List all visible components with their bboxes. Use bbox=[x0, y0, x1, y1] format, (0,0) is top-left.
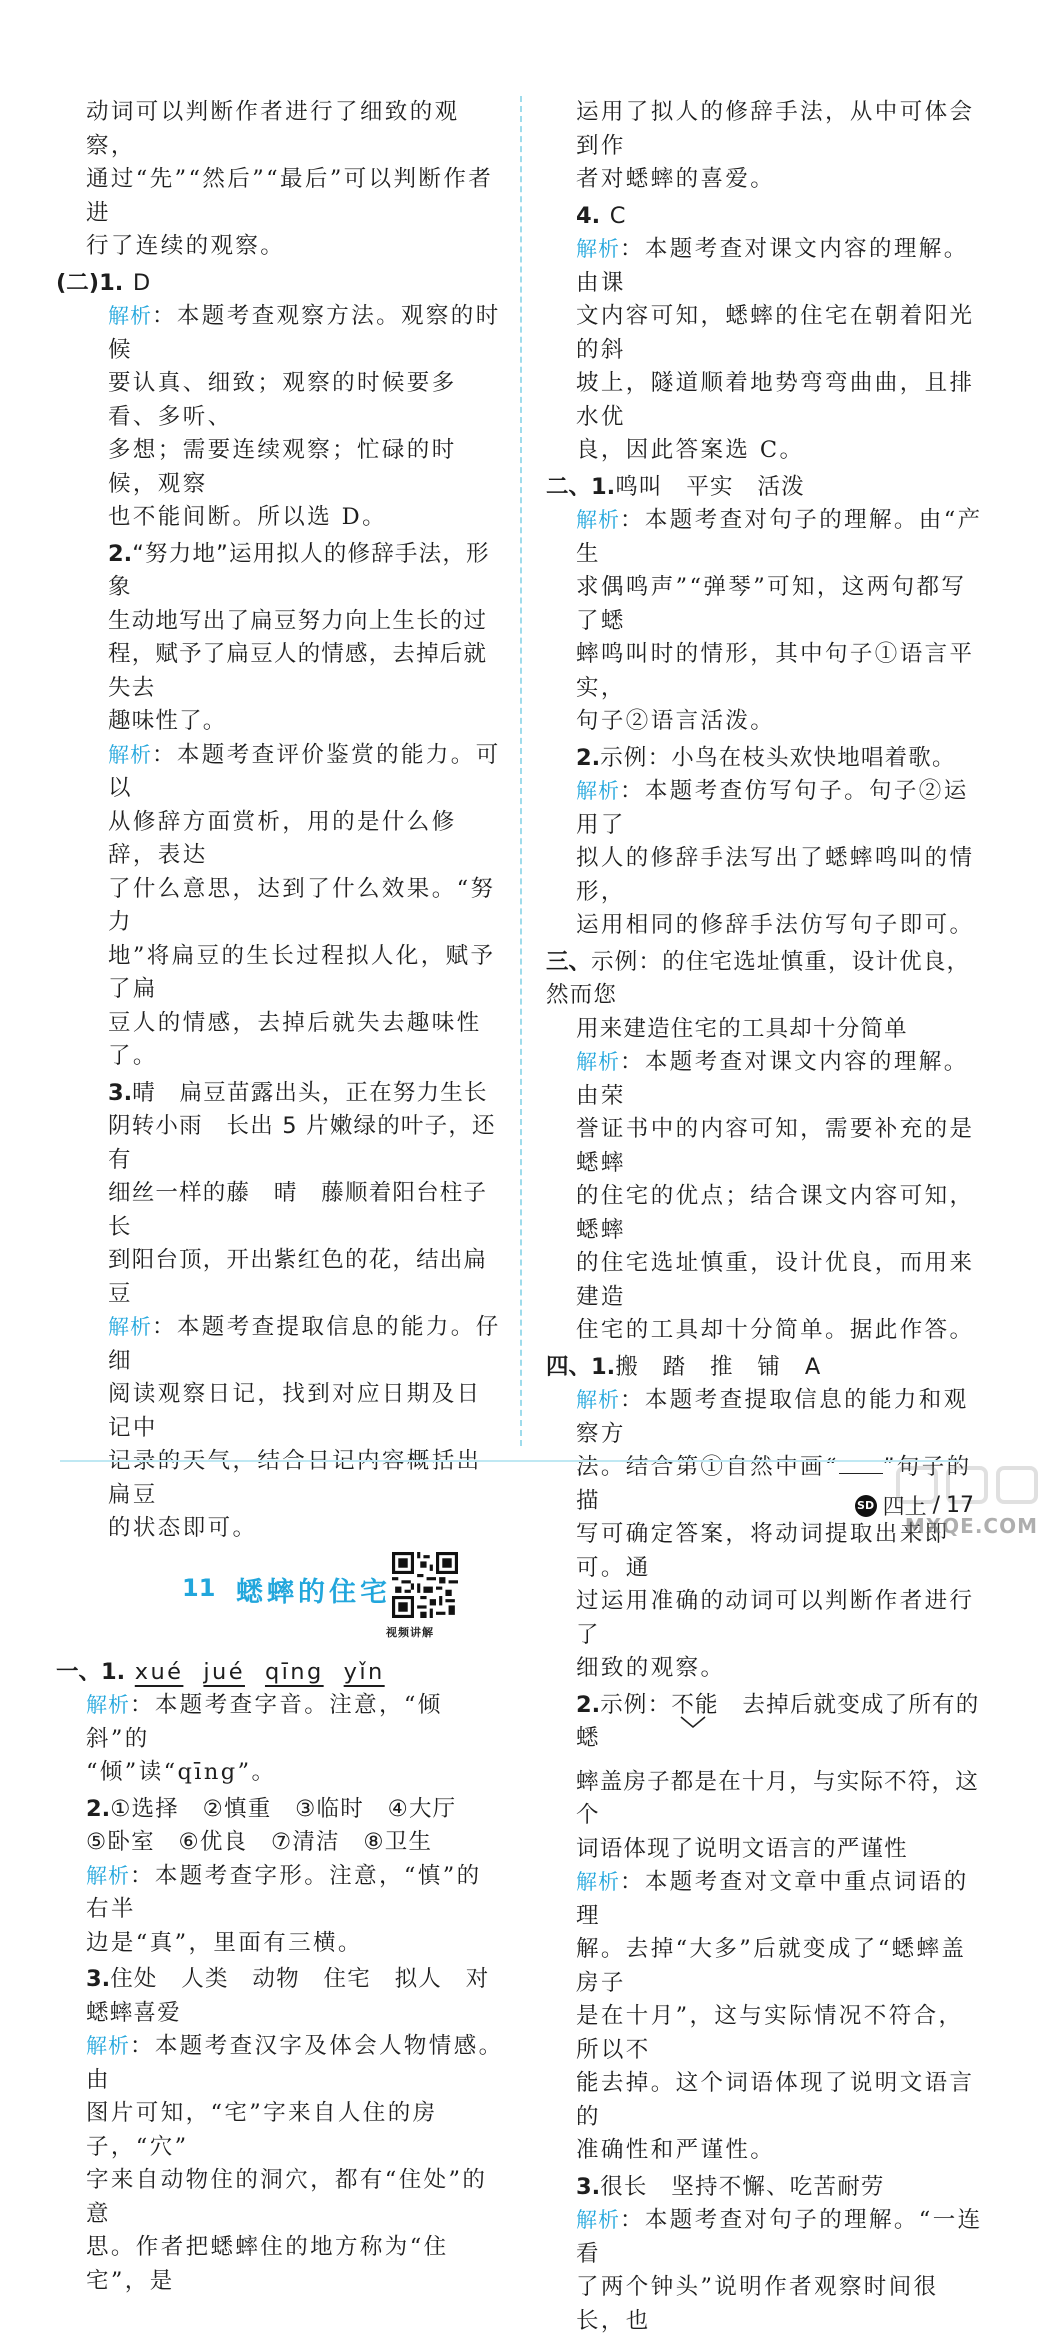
explanation-line: 解析：本题考查汉字及体会人物情感。由 bbox=[86, 2033, 504, 2093]
analysis-label: 解析 bbox=[576, 237, 620, 261]
explanation-line: 解析：本题考查评价鉴赏的能力。可以 bbox=[108, 741, 501, 801]
explanation-line: 求偶鸣声”“弹琴”可知，这两句都写了蟋 bbox=[576, 574, 967, 634]
explanation-line: 住宅的工具却十分简单。据此作答。 bbox=[576, 1317, 975, 1343]
answer-line: 趣味性了。 bbox=[108, 708, 227, 734]
answer: 搬 踏 推 铺 A bbox=[615, 1353, 822, 1380]
section-head: (二) bbox=[56, 269, 100, 296]
question-2-2 bbox=[576, 742, 986, 776]
section-head: 二、 bbox=[546, 473, 592, 500]
question-number: 2. bbox=[108, 540, 133, 567]
insertion-mark: 不能 bbox=[671, 1689, 718, 1723]
publisher-badge-icon: SD bbox=[855, 1495, 877, 1517]
question-1-4 bbox=[576, 200, 986, 234]
analysis-label: 解析 bbox=[108, 742, 152, 767]
explanation-line: 法。结合第①自然中画“ ”句子的描 bbox=[576, 1454, 972, 1514]
question-1-2: 2.①选择 ②慎重 ③临时 ④大厅 bbox=[86, 1795, 457, 1822]
explanation-line: 也不能间断。所以选 D。 bbox=[108, 504, 387, 530]
analysis-label: 解析 bbox=[108, 304, 152, 328]
answer-line: 词语体现了说明文语言的严谨性 bbox=[576, 1835, 908, 1862]
page-separator: / bbox=[932, 1493, 940, 1518]
explanation-line: 解析：本题考查对句子的理解。“一连看 bbox=[576, 2207, 983, 2267]
lesson-number: 11 bbox=[182, 1573, 216, 1602]
analysis-label: 解析 bbox=[576, 2208, 620, 2232]
explanation-line: 解析：本题考查字形。注意，“慎”的右半 bbox=[86, 1862, 482, 1922]
pinyin-answer: xué bbox=[134, 1658, 184, 1685]
answer-line: 到阳台顶，开出紫红色的花，结出扁豆 bbox=[108, 1247, 488, 1307]
explanation-line: 解析：本题考查字音。注意，“倾斜”的 bbox=[86, 1692, 443, 1752]
explanation-line: 解析：本题考查仿写句子。句子②运用了 bbox=[576, 778, 969, 838]
explanation-line: 是在十月”，这与实际情况不符合，所以不 bbox=[576, 2003, 964, 2063]
analysis-label: 解析 bbox=[86, 2034, 130, 2058]
analysis-label: 解析 bbox=[576, 1870, 620, 1894]
question-number: 3. bbox=[86, 1966, 111, 1992]
qr-code-icon[interactable] bbox=[392, 1552, 458, 1618]
question-number: 2. bbox=[576, 744, 601, 771]
analysis-label: 解析 bbox=[86, 1693, 130, 1717]
answer-line: 细丝一样的藤 晴 藤顺着阳台柱子长 bbox=[108, 1180, 488, 1240]
question-number: 3. bbox=[108, 1079, 133, 1106]
analysis-label: 解析 bbox=[576, 779, 620, 803]
explanation-line: 誉证书中的内容可知，需要补充的是蟋蟀 bbox=[576, 1116, 975, 1176]
answer: 鸣叫 平实 活泼 bbox=[615, 473, 805, 500]
analysis-label: 解析 bbox=[576, 1388, 620, 1412]
explanation-line: 蟀鸣叫时的情形，其中句子①语言平实， bbox=[576, 641, 975, 701]
pinyin-answer: yǐn bbox=[343, 1658, 385, 1685]
question-4-3 bbox=[576, 2171, 986, 2205]
explanation-line: 拟人的修辞手法写出了蟋蟀鸣叫的情形， bbox=[576, 845, 975, 905]
right-column bbox=[546, 96, 986, 2338]
explanation-line: 过运用准确的动词可以判断作者进行了 bbox=[576, 1588, 975, 1648]
explanation-line: 写可确定答案，将动词提取出来即可。通 bbox=[576, 1521, 950, 1581]
question-number: 3. bbox=[576, 2173, 601, 2200]
analysis-label: 解析 bbox=[108, 1315, 152, 1339]
explanation-line: 了什么意思，达到了什么效果。“努力 bbox=[108, 875, 496, 935]
question-number: 4. bbox=[576, 202, 601, 229]
answer-line: 程，赋予了扁豆人的情感，去掉后就失去 bbox=[108, 641, 488, 701]
explanation-line: 坡上，隧道顺着地势弯弯曲曲，且排水优 bbox=[576, 370, 975, 430]
text-line: 动词可以判断作者进行了细致的观察， bbox=[86, 99, 460, 159]
explanation-line: 字来自动物住的洞穴，都有“住处”的意 bbox=[86, 2167, 488, 2227]
question-number: 2. bbox=[576, 1691, 601, 1718]
answer: 很长 坚持不懈、吃苦耐劳 bbox=[600, 2173, 885, 2200]
explanation-line: 解析：本题考查观察方法。观察的时候 bbox=[108, 303, 501, 363]
analysis-label: 解析 bbox=[576, 508, 620, 532]
question-4-2: 2.示例：不能 去掉后就变成了所有的蟋 bbox=[576, 1689, 986, 1756]
answer: C bbox=[609, 202, 627, 229]
column-divider bbox=[520, 96, 522, 1446]
question-2-2: 2.“努力地”运用拟人的修辞手法，形象 bbox=[108, 540, 490, 600]
left-column bbox=[56, 96, 506, 2298]
question-2-1 bbox=[546, 471, 986, 505]
text-line: 行了连续的观察。 bbox=[86, 233, 286, 259]
explanation-line: 准确性和严谨性。 bbox=[576, 2137, 776, 2163]
answer-line: 用来建造住宅的工具却十分简单 bbox=[576, 1015, 908, 1042]
explanation-line: 文内容可知，蟋蟀的住宅在朝着阳光的斜 bbox=[576, 303, 975, 363]
explanation-line: 的住宅的优点；结合课文内容可知，蟋蟀 bbox=[576, 1183, 975, 1243]
answer: 示例：小鸟在枝头欢快地唱着歌。 bbox=[600, 744, 956, 771]
explanation-line: 的住宅选址慎重，设计优良，而用来建造 bbox=[576, 1250, 975, 1310]
explanation-line: 良，因此答案选 C。 bbox=[576, 437, 805, 463]
caret-icon bbox=[679, 1715, 707, 1729]
text-line: 运用了拟人的修辞手法，从中可体会到作 bbox=[576, 99, 975, 159]
explanation-line: 记录的天气，结合日记内容概括出扁豆 bbox=[108, 1448, 482, 1508]
page-footer bbox=[855, 1490, 974, 1521]
explanation-line: 解析：本题考查提取信息的能力和观察方 bbox=[576, 1387, 969, 1447]
explanation-line: 多想；需要连续观察；忙碌的时候，观察 bbox=[108, 437, 457, 497]
page-number: 17 bbox=[946, 1493, 974, 1518]
explanation-line: 能去掉。这个词语体现了说明文语言的 bbox=[576, 2070, 975, 2130]
question-1-3: 3.住处 人类 动物 住宅 拟人 对 bbox=[86, 1966, 490, 1992]
footer-rule bbox=[60, 1460, 960, 1462]
text-line: 通过“先”“然后”“最后”可以判断作者进 bbox=[86, 166, 494, 226]
explanation-line: 解析：本题考查对课文内容的理解。由课 bbox=[576, 236, 969, 296]
answer-line: 蟋蟀喜爱 bbox=[86, 1999, 181, 2026]
explanation-line: 解析：本题考查对文章中重点词语的理 bbox=[576, 1869, 969, 1929]
question-2-1 bbox=[56, 267, 506, 301]
question-number: 1. bbox=[591, 1353, 616, 1380]
section-head: 一、 bbox=[56, 1658, 102, 1685]
question-4-1 bbox=[546, 1351, 986, 1385]
section-head: 四、 bbox=[546, 1353, 592, 1380]
lesson-title: 蟋蟀的住宅 bbox=[236, 1576, 391, 1608]
explanation-line: 边是“真”，里面有三横。 bbox=[86, 1929, 363, 1956]
explanation-line: 解。去掉“大多”后就变成了“蟋蟀盖房子 bbox=[576, 1936, 967, 1996]
explanation-line: 地”将扁豆的生长过程拟人化，赋予了扁 bbox=[108, 942, 496, 1002]
question-1-1 bbox=[56, 1656, 506, 1690]
analysis-label: 解析 bbox=[86, 1863, 130, 1888]
qr-caption: 视频讲解 bbox=[386, 1625, 434, 1639]
pinyin-answer: jué bbox=[203, 1658, 245, 1685]
explanation-line: 解析：本题考查提取信息的能力。仔细 bbox=[108, 1314, 501, 1374]
question-number: 1. bbox=[99, 269, 124, 296]
explanation-line: 解析：本题考查对课文内容的理解。由荣 bbox=[576, 1049, 969, 1109]
explanation-line: 解析：本题考查对句子的理解。由“产生 bbox=[576, 507, 983, 567]
pinyin-answer: qīng bbox=[264, 1658, 324, 1685]
explanation-line: 思。作者把蟋蟀住的地方称为“住宅”，是 bbox=[86, 2234, 449, 2294]
analysis-label: 解析 bbox=[576, 1050, 620, 1074]
explanation-line: 了两个钟头”说明作者观察时间很长，也 bbox=[576, 2274, 939, 2334]
grade-label: 四上 bbox=[882, 1495, 927, 1520]
explanation-line: 豆人的情感，去掉后就失去趣味性了。 bbox=[108, 1009, 482, 1069]
section-head: 三、 bbox=[546, 948, 592, 975]
explanation-line: 运用相同的修辞手法仿写句子即可。 bbox=[576, 912, 975, 938]
explanation-line: 句子②语言活泼。 bbox=[576, 708, 776, 734]
question-number: 1. bbox=[591, 473, 616, 500]
lesson-title-block bbox=[86, 1552, 506, 1656]
answer-line: ⑤卧室 ⑥优良 ⑦清洁 ⑧卫生 bbox=[86, 1829, 433, 1855]
watermark-text: MXQE.COM bbox=[904, 1514, 1038, 1538]
question-number: 2. bbox=[86, 1795, 111, 1822]
explanation-line: 的状态即可。 bbox=[108, 1515, 258, 1541]
answer: D bbox=[132, 269, 152, 296]
explanation-line: 要认真、细致；观察的时候要多看、多听、 bbox=[108, 370, 457, 430]
question-2-3: 3.晴 扁豆苗露出头，正在努力生长 bbox=[108, 1079, 488, 1106]
explanation-line: “倾”读“qīng”。 bbox=[86, 1759, 277, 1785]
underline-blank bbox=[839, 1455, 883, 1474]
answer-line: 阴转小雨 长出 5 片嫩绿的叶子，还有 bbox=[108, 1113, 496, 1173]
explanation-line: 阅读观察日记，找到对应日期及日记中 bbox=[108, 1381, 482, 1441]
question-number: 1. bbox=[101, 1658, 126, 1685]
explanation-line: 细致的观察。 bbox=[576, 1655, 726, 1681]
answer-line: 生动地写出了扁豆努力向上生长的过 bbox=[108, 607, 488, 634]
explanation-line: 从修辞方面赏析，用的是什么修辞，表达 bbox=[108, 808, 457, 868]
text-line: 者对蟋蟀的喜爱。 bbox=[576, 166, 776, 192]
answer-line: 蟀盖房子都是在十月，与实际不符，这个 bbox=[576, 1768, 979, 1828]
question-3: 三、示例：的住宅选址慎重，设计优良，然而您 bbox=[546, 948, 971, 1008]
explanation-line: 图片可知，“宅”字来自人住的房子，“穴” bbox=[86, 2100, 438, 2160]
